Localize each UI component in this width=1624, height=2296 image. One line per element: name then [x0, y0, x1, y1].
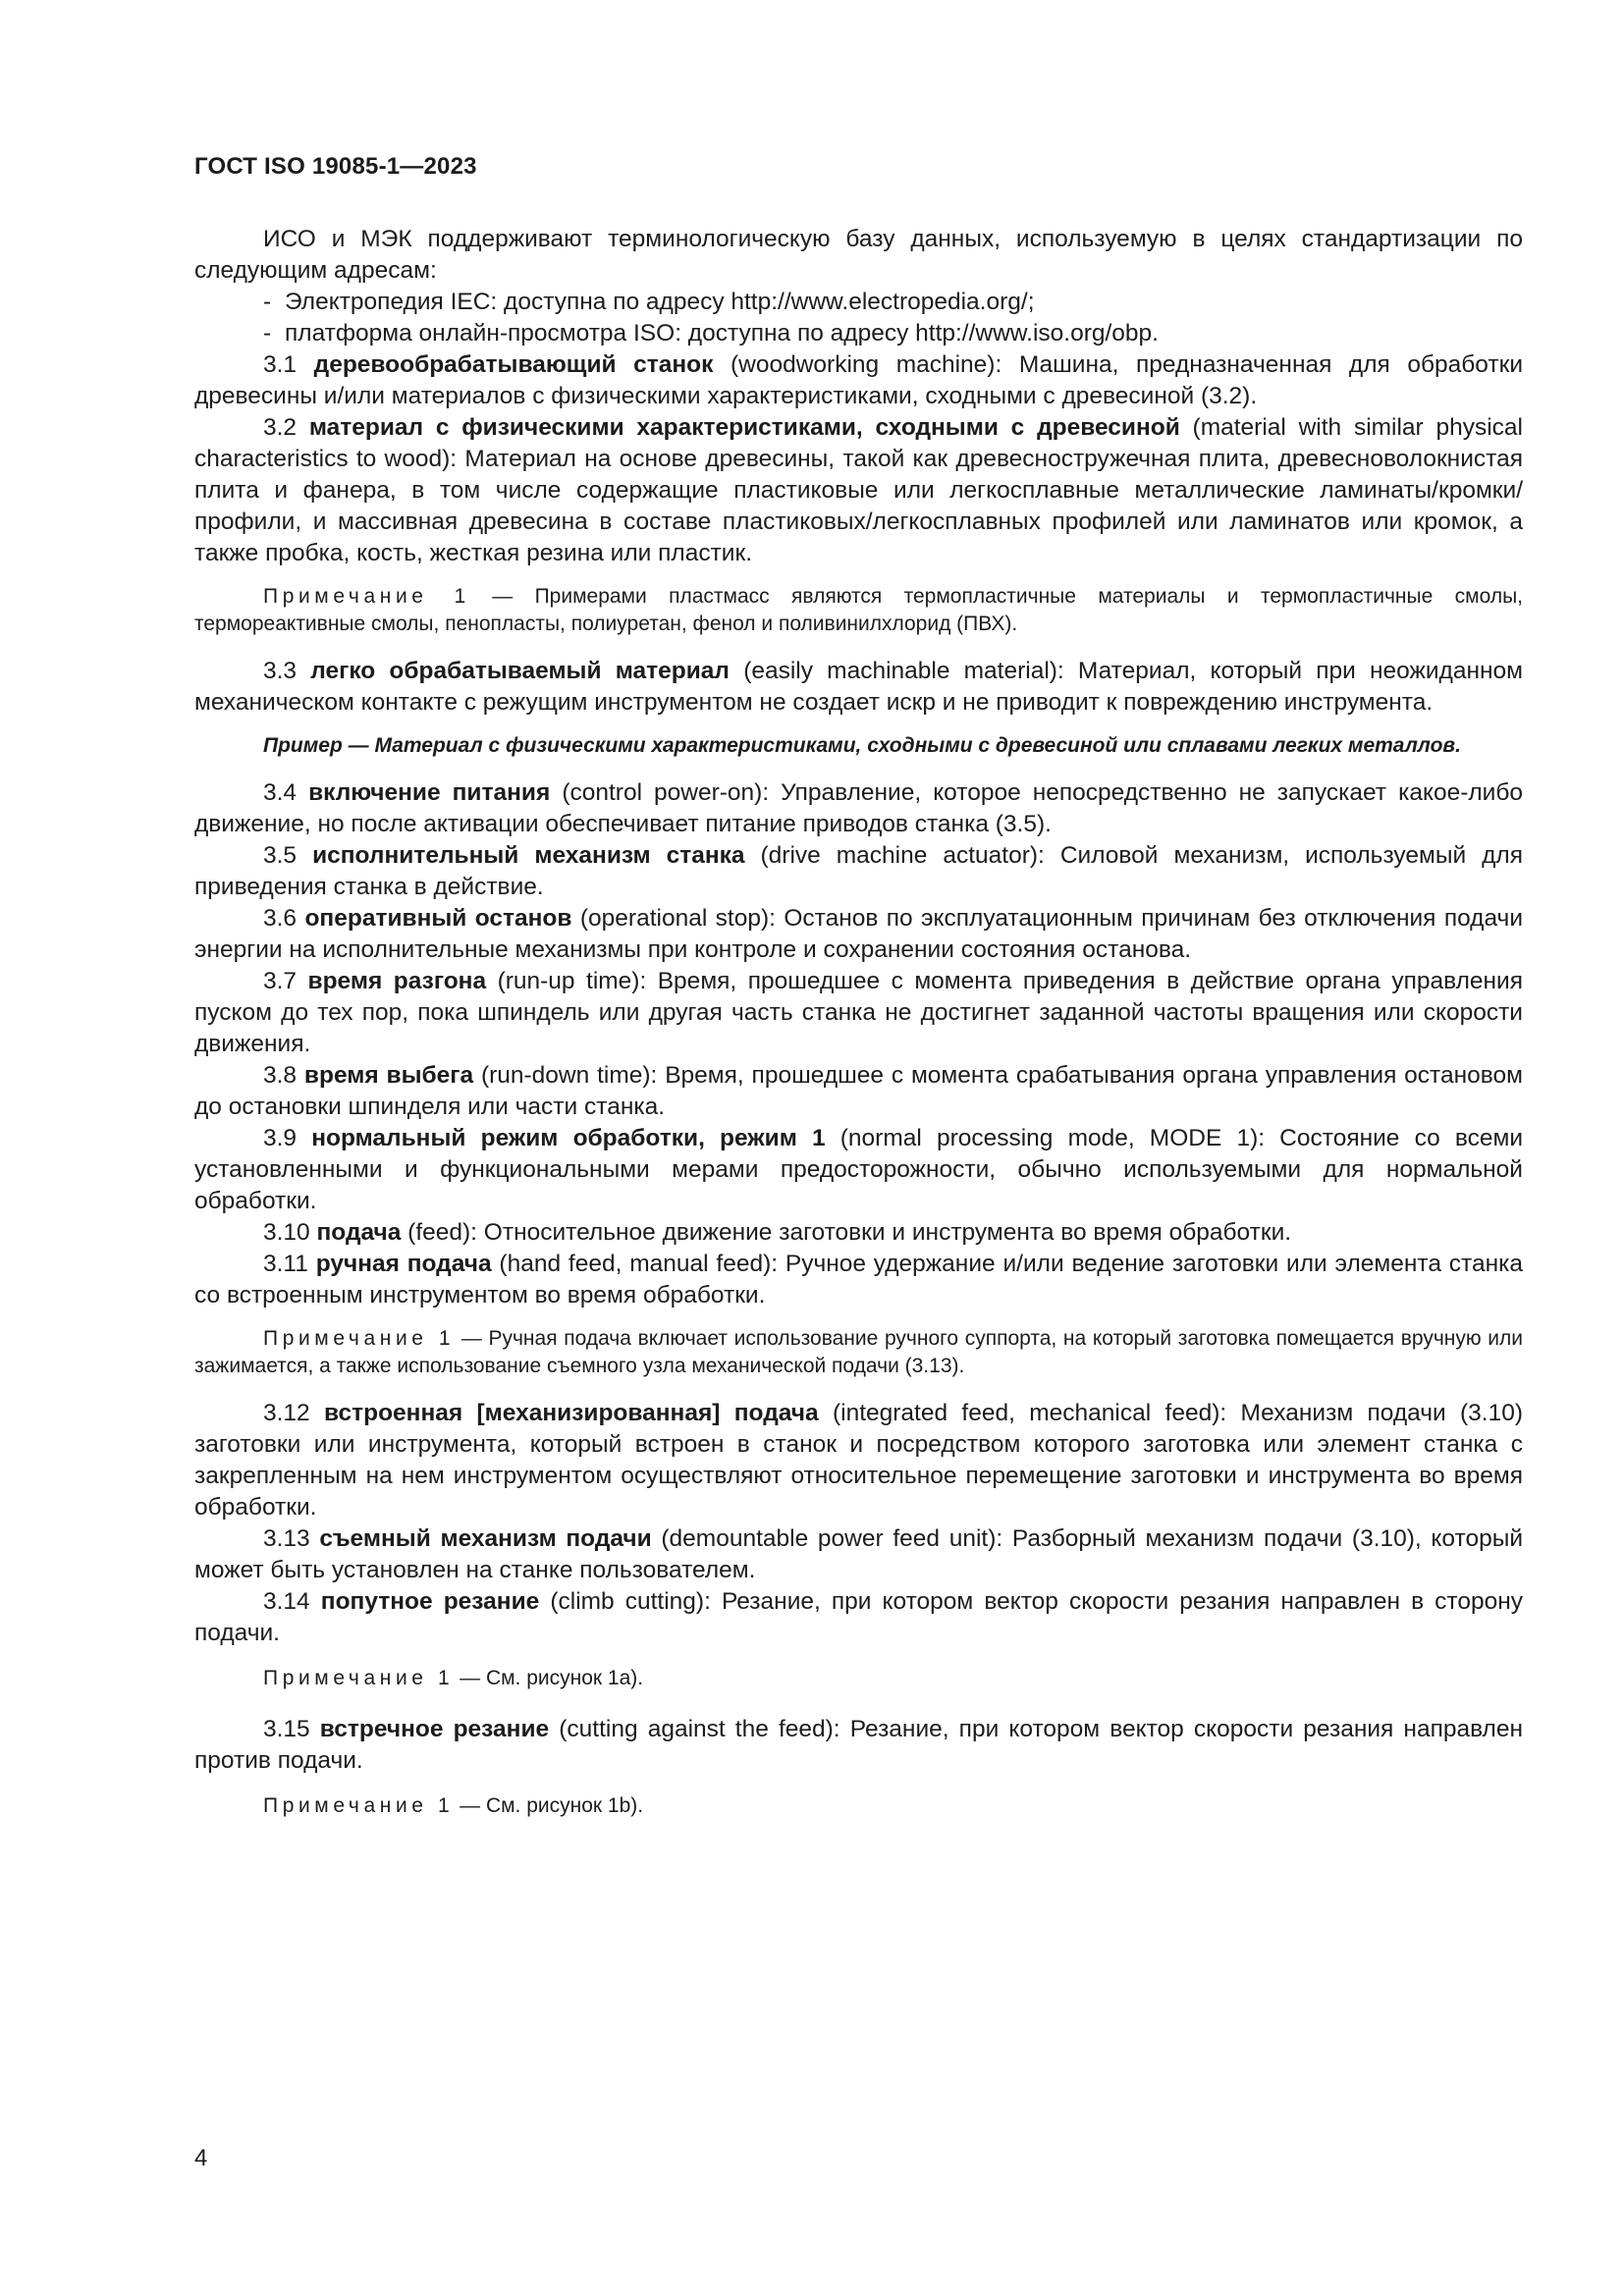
term-definition: (cutting against the feed): Резание, при котором вектор скорости резания направлен против подачи.	[194, 1716, 1523, 1774]
term-name: время разгона	[307, 968, 487, 994]
list-dash: -	[263, 320, 272, 347]
term-definition: (climb cutting): Резание, при котором вектор скорости резания направлен в сторону подачи.	[194, 1588, 1523, 1646]
document-body	[194, 224, 1523, 1842]
example-3-3: Пример — Материал с физическими характеристиками, сходными с древесиной или сплавами легких металлов.	[263, 734, 1461, 757]
note-3-14	[194, 1665, 1523, 1692]
term-entry-3-5	[194, 840, 1523, 903]
term-name: время выбега	[303, 1062, 474, 1089]
term-number: 3.4	[263, 779, 298, 806]
list-item-text: Электропедия IEC: доступна по адресу http://www.electropedia.org/;	[285, 289, 1035, 315]
term-definition: (operational stop): Останов по эксплуатационным причинам без отключения подачи энергии на исполнительные механизмы при контроле и сохранении состояния останова.	[194, 905, 1524, 963]
term-definition: (feed): Относительное движение заготовки и инструмента во время обработки.	[407, 1219, 1292, 1246]
term-number: 3.14	[263, 1588, 310, 1615]
list-item	[194, 318, 1523, 349]
term-number: 3.3	[263, 658, 298, 684]
term-number: 3.1	[263, 351, 298, 378]
term-entry-3-7	[194, 966, 1523, 1060]
term-definition: (demountable power feed unit): Разборный механизм подачи (3.10), который может быть установлен на станке пользователем.	[194, 1525, 1524, 1583]
term-number: 3.6	[263, 905, 298, 932]
list-dash: -	[263, 289, 272, 315]
term-name: подача	[316, 1219, 402, 1246]
note-label: Примечание 1	[263, 1327, 456, 1350]
term-name: встречное резание	[319, 1716, 550, 1742]
term-entry-3-10	[194, 1217, 1523, 1249]
term-entry-3-6	[194, 903, 1523, 966]
term-number: 3.7	[263, 968, 298, 994]
note-label: Примечание 1	[263, 1667, 455, 1689]
term-definition: (material with similar physical characteristics to wood): Материал на основе древесины, такой как древесностружечная плита, древесноволокнистая плита и фанера, в том числе содержащие пластиковые или легкосплавные металлические ламинаты/кромки/профили, и массивная древесина в составе пластиковых/легкосплавных профилей или ламинатов или кромок, а также пробка, кость, жесткая резина или пластик.	[194, 414, 1523, 566]
term-name: исполнительный механизм станка	[312, 842, 745, 869]
term-name: ручная подача	[315, 1251, 492, 1277]
term-name: включение питания	[308, 779, 551, 806]
term-entry-3-2	[194, 412, 1523, 569]
term-number: 3.2	[263, 414, 298, 441]
term-name: легко обрабатываемый материал	[310, 658, 730, 684]
term-number: 3.8	[263, 1062, 298, 1089]
term-name: съемный механизм подачи	[319, 1525, 652, 1552]
term-entry-3-4	[194, 777, 1523, 840]
list-item-text: платформа онлайн-просмотра ISO: доступна по адресу http://www.iso.org/obp.	[285, 320, 1159, 347]
note-label: Примечание 1	[263, 585, 470, 608]
term-entry-3-15	[194, 1714, 1523, 1777]
list-item	[194, 287, 1523, 318]
note-3-15	[194, 1792, 1523, 1820]
document-header: ГОСТ ISO 19085-1—2023	[194, 153, 477, 180]
term-definition: (run-up time): Время, прошедшее с момента приведения в действие органа управления пуском до тех пор, пока шпиндель или другая часть станка не достигнет заданной частоты вращения или скорости движения.	[194, 968, 1523, 1057]
note-3-11	[194, 1325, 1523, 1380]
term-definition: (drive machine actuator): Силовой механизм, используемый для приведения станка в действие.	[194, 842, 1523, 900]
term-entry-3-8	[194, 1060, 1523, 1123]
term-entry-3-11	[194, 1249, 1523, 1311]
term-name: попутное резание	[320, 1588, 540, 1615]
term-number: 3.13	[263, 1525, 310, 1552]
note-label: Примечание 1	[263, 1794, 455, 1817]
note-text: — Ручная подача включает использование ручного суппорта, на который заготовка помещается вручную или зажимается, а также использование съемного узла механической подачи (3.13).	[194, 1327, 1523, 1377]
term-definition: (normal processing mode, MODE 1): Состояние со всеми установленными и функциональными мерами предосторожности, обычно используемыми для нормальной обработки.	[194, 1125, 1524, 1214]
term-entry-3-3	[194, 656, 1523, 719]
note-text: — См. рисунок 1b).	[460, 1794, 644, 1817]
term-definition: (woodworking machine): Машина, предназначенная для обработки древесины и/или материалов с физическими характеристиками, сходными с древесиной (3.2).	[194, 351, 1524, 409]
term-entry-3-12	[194, 1398, 1523, 1523]
term-number: 3.15	[263, 1716, 310, 1742]
term-number: 3.10	[263, 1219, 310, 1246]
intro-paragraph: ИСО и МЭК поддерживают терминологическую базу данных, используемую в целях стандартизации по следующим адресам:	[194, 226, 1523, 284]
note-3-2	[194, 583, 1523, 638]
term-name: встроенная [механизированная] подача	[324, 1400, 819, 1426]
term-definition: (integrated feed, mechanical feed): Механизм подачи (3.10) заготовки или инструмента, который встроен в станок и посредством которого заготовка или элемент станка с закрепленным на нем инструментом осуществляют относительное перемещение заготовки и инструмента во время обработки.	[194, 1400, 1524, 1521]
note-text: — См. рисунок 1а).	[460, 1667, 644, 1689]
term-name: материал с физическими характеристиками, сходными с древесиной	[308, 414, 1180, 441]
term-entry-3-9	[194, 1123, 1523, 1217]
term-number: 3.9	[263, 1125, 298, 1151]
note-text: — Примерами пластмасс являются термопластичные материалы и термопластичные смолы, термореактивные смолы, пенопласты, полиуретан, фенол и поливинилхлорид (ПВХ).	[194, 585, 1524, 635]
term-definition: (easily machinable material): Материал, который при неожиданном механическом контакте с режущим инструментом не создает искр и не приводит к повреждению инструмента.	[194, 658, 1524, 716]
term-entry-3-14	[194, 1586, 1523, 1649]
term-entry-3-13	[194, 1523, 1523, 1586]
term-name: деревообрабатывающий станок	[313, 351, 714, 378]
term-name: нормальный режим обработки, режим 1	[311, 1125, 826, 1151]
term-definition: (control power-on): Управление, которое непосредственно не запускает какое-либо движение, но после активации обеспечивает питание приводов станка (3.5).	[194, 779, 1523, 837]
term-name: оперативный останов	[304, 905, 572, 932]
term-number: 3.11	[263, 1251, 308, 1277]
term-definition: (run-down time): Время, прошедшее с момента срабатывания органа управления остановом до остановки шпинделя или части станка.	[194, 1062, 1523, 1120]
page-number: 4	[194, 2145, 208, 2171]
term-definition: (hand feed, manual feed): Ручное удержание и/или ведение заготовки или элемента станка со встроенным инструментом во время обработки.	[194, 1251, 1523, 1308]
term-number: 3.5	[263, 842, 298, 869]
term-number: 3.12	[263, 1400, 310, 1426]
term-entry-3-1	[194, 349, 1523, 412]
